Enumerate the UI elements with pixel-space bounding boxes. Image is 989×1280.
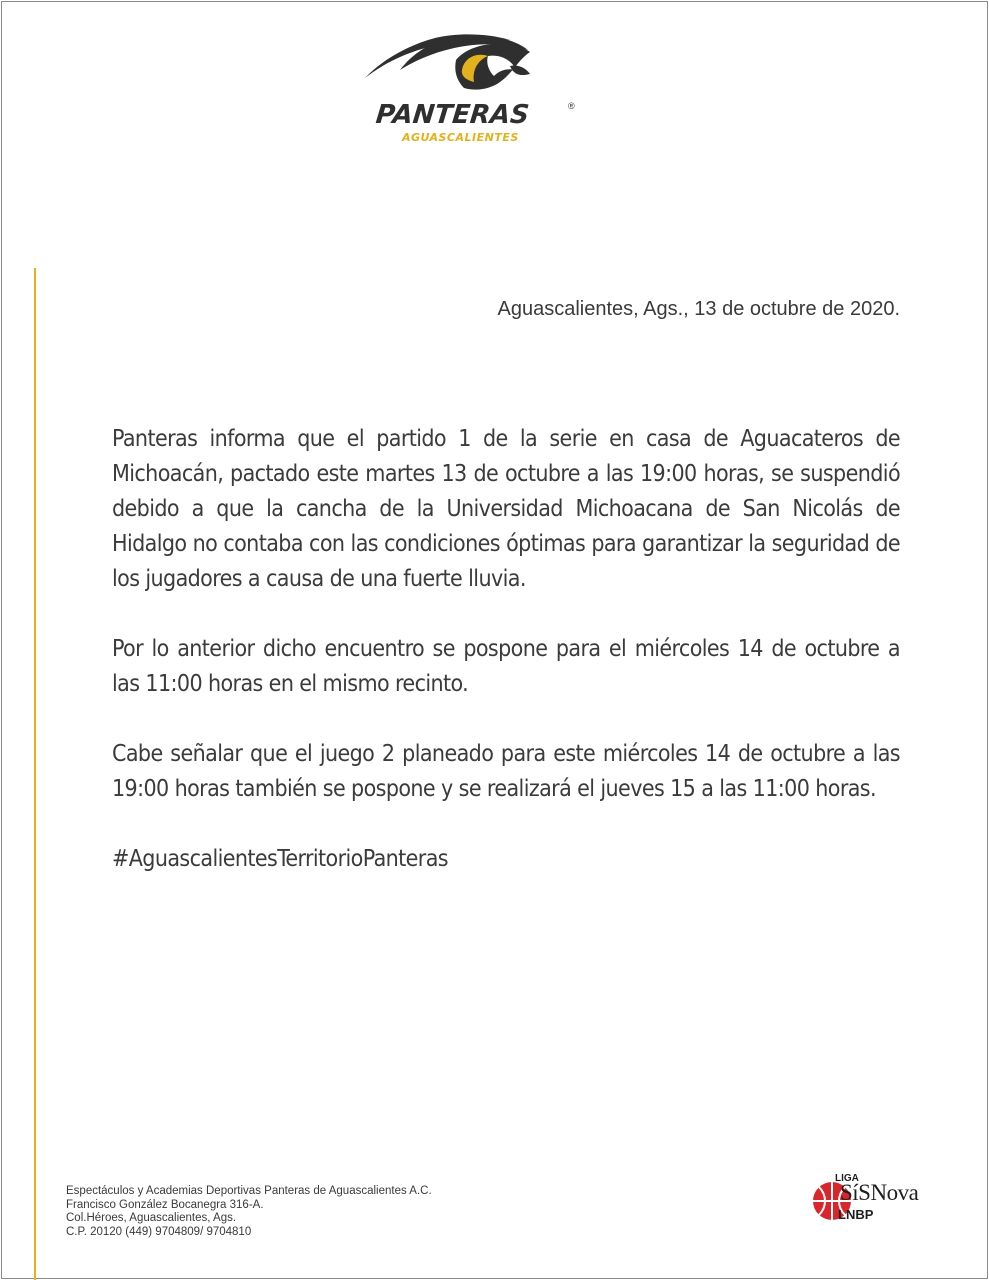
logo-wordmark: PANTERAS [374,100,531,130]
footer-address [66,1185,432,1239]
league-bottom-label: LNBP [838,1207,874,1222]
paragraph-game-two: Cabe señalar que el juego 2 planeado para este miércoles 14 de octubre a las 19:00 horas también se pospone y se realizará el jueves 15 a las 11:00 horas. [112,741,900,802]
paragraph-postponement: Por lo anterior dicho encuentro se pospone para el miércoles 14 de octubre a las 11:00 horas en el mismo recinto. [112,636,900,697]
address-line: Espectáculos y Academias Deportivas Panteras de Aguascalientes A.C. [66,1185,432,1197]
letter-date: Aguascalientes, Ags., 13 de octubre de 2020. [497,298,900,320]
league-top-label: LIGA [835,1173,859,1184]
letter-body [112,422,900,912]
gold-accent-rule [34,268,36,1280]
registered-mark: ® [568,101,575,111]
league-logo [808,1170,938,1260]
panteras-logo [360,30,590,150]
hashtag: #AguascalientesTerritorioPanteras [112,846,448,872]
paragraph-suspension: Panteras informa que el partido 1 de la serie en casa de Aguacateros de Michoacán, pactado este martes 13 de octubre a las 19:00 horas, se suspendió debido a que la cancha de la Universidad Michoacana de San Nicolás de Hidalgo no contaba con las condiciones óptimas para garantizar la seguridad de los jugadores a causa de una fuerte lluvia. [112,426,900,592]
league-brand-label: SíSNova [840,1180,919,1205]
logo-subtitle: AGUASCALIENTES [402,131,519,144]
address-line: C.P. 20120 (449) 9704809/ 9704810 [66,1225,252,1238]
address-line: Col.Héroes, Aguascalientes, Ags. [66,1212,237,1224]
address-line: Francisco González Bocanegra 316-A. [66,1198,264,1211]
